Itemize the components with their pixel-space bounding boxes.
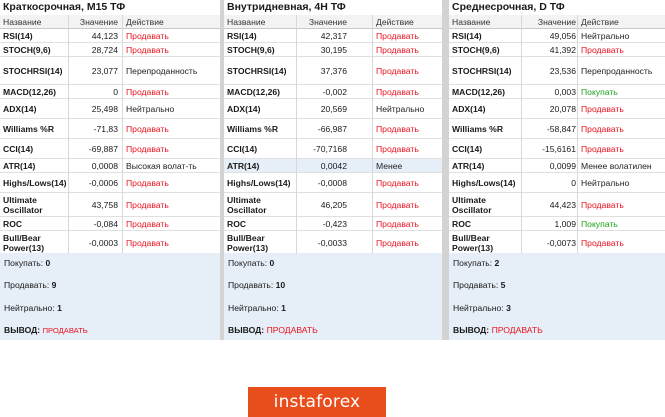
header-name: Название xyxy=(452,16,491,27)
indicator-action: Покупать xyxy=(581,86,618,97)
table-row xyxy=(449,57,665,85)
indicator-action: Продавать xyxy=(126,199,169,210)
indicator-action: Высокая волат-ть xyxy=(126,160,197,171)
indicator-value: 0,0042 xyxy=(320,160,347,171)
indicator-name: MACD(12,26) xyxy=(452,86,506,97)
table-row xyxy=(0,217,220,231)
indicator-action: Продавать xyxy=(376,30,419,41)
indicator-name: ADX(14) xyxy=(452,103,486,114)
indicator-name: CCI(14) xyxy=(3,143,34,154)
indicator-table xyxy=(449,15,665,255)
indicator-action: Нейтрально xyxy=(581,177,630,188)
indicator-name: Highs/Lows(14) xyxy=(452,177,516,188)
table-header-row xyxy=(224,15,442,29)
panel-divider xyxy=(442,0,449,340)
indicator-action: Продавать xyxy=(126,237,169,248)
neutral-count xyxy=(228,303,286,313)
indicator-action: Продавать xyxy=(376,218,419,229)
table-row xyxy=(224,173,442,193)
indicator-value: -0,423 xyxy=(322,218,347,229)
indicator-name: ROC xyxy=(227,218,247,229)
table-row xyxy=(449,85,665,99)
indicator-value: 49,056 xyxy=(549,30,576,41)
indicator-value: -71,83 xyxy=(93,123,118,134)
table-row xyxy=(449,173,665,193)
panel-title: Внутридневная, 4H ТФ xyxy=(224,0,442,16)
table-row xyxy=(449,43,665,57)
sell-count xyxy=(4,280,56,290)
indicator-name: RSI(14) xyxy=(452,30,482,41)
indicator-table xyxy=(224,15,442,255)
indicator-action: Продавать xyxy=(581,143,624,154)
indicator-action: Продавать xyxy=(581,123,624,134)
indicator-value: 37,376 xyxy=(320,65,347,76)
verdict-label: ВЫВОД: xyxy=(453,325,490,335)
table-row xyxy=(0,231,220,255)
buy-count-value: 0 xyxy=(269,258,275,268)
table-row xyxy=(0,57,220,85)
indicator-name: MACD(12,26) xyxy=(227,86,281,97)
header-value: Значение xyxy=(537,16,576,27)
indicator-value: 43,758 xyxy=(91,199,118,210)
table-row xyxy=(224,231,442,255)
indicator-value: -0,0003 xyxy=(88,237,118,248)
indicator-action: Перепроданность xyxy=(581,65,653,76)
verdict xyxy=(228,325,318,335)
indicator-name: ADX(14) xyxy=(227,103,261,114)
sell-count-value: 9 xyxy=(51,280,57,290)
column-divider xyxy=(68,15,69,253)
indicator-name: Williams %R xyxy=(227,123,279,134)
neutral-count xyxy=(453,303,511,313)
indicator-action: Покупать xyxy=(581,218,618,229)
indicator-value: 44,123 xyxy=(91,30,118,41)
table-row xyxy=(224,159,442,173)
indicator-action: Продавать xyxy=(126,143,169,154)
indicator-value: 20,569 xyxy=(320,103,347,114)
table-header-row xyxy=(0,15,220,29)
indicator-value: -58,847 xyxy=(546,123,576,134)
sell-count xyxy=(453,280,505,290)
indicator-value: 0 xyxy=(571,177,576,188)
indicator-name: STOCHRSI(14) xyxy=(3,65,63,76)
indicator-value: 28,724 xyxy=(91,44,118,55)
indicator-action: Продавать xyxy=(376,86,419,97)
sell-count-label: Продавать: xyxy=(228,280,274,290)
buy-count-value: 2 xyxy=(494,258,500,268)
buy-count-label: Покупать: xyxy=(453,258,493,268)
verdict-value: ПРОДАВАТЬ xyxy=(42,326,88,335)
indicator-action: Продавать xyxy=(376,177,419,188)
indicator-name: CCI(14) xyxy=(452,143,483,154)
indicator-action: Перепроданность xyxy=(126,65,198,76)
verdict xyxy=(453,325,543,335)
indicator-name: ATR(14) xyxy=(227,160,260,171)
indicator-name: ROC xyxy=(452,218,472,229)
indicator-name: Ultimate Oscillator xyxy=(3,194,43,215)
indicator-name: Highs/Lows(14) xyxy=(227,177,291,188)
indicator-value: 23,077 xyxy=(91,65,118,76)
column-divider xyxy=(122,15,123,253)
indicator-name: ROC xyxy=(3,218,23,229)
indicator-name: ADX(14) xyxy=(3,103,37,114)
column-divider xyxy=(296,15,297,253)
table-row xyxy=(0,159,220,173)
indicator-action: Продавать xyxy=(126,123,169,134)
column-divider xyxy=(372,15,373,253)
indicator-value: -0,0073 xyxy=(546,237,576,248)
indicator-action: Продавать xyxy=(126,218,169,229)
verdict-value: ПРОДАВАТЬ xyxy=(491,325,543,335)
indicator-table xyxy=(0,15,220,255)
indicator-value: 30,195 xyxy=(320,44,347,55)
indicator-name: MACD(12,26) xyxy=(3,86,57,97)
indicator-action: Продавать xyxy=(581,237,624,248)
indicator-action: Менее волатилен xyxy=(581,160,652,171)
table-row xyxy=(224,193,442,217)
indicator-value: 42,317 xyxy=(320,30,347,41)
indicator-name: Bull/Bear Power(13) xyxy=(227,232,269,253)
sell-count xyxy=(228,280,285,290)
table-row xyxy=(0,85,220,99)
table-row xyxy=(0,99,220,119)
indicator-value: -0,0033 xyxy=(317,237,347,248)
header-value: Значение xyxy=(308,16,347,27)
table-row xyxy=(449,217,665,231)
indicator-action: Продавать xyxy=(126,86,169,97)
verdict xyxy=(4,325,88,335)
table-row xyxy=(0,173,220,193)
table-row xyxy=(0,43,220,57)
header-name: Название xyxy=(227,16,266,27)
indicator-action: Продавать xyxy=(126,30,169,41)
header-name: Название xyxy=(3,16,42,27)
buy-count-value: 0 xyxy=(45,258,51,268)
indicator-value: 0,0008 xyxy=(91,160,118,171)
table-row xyxy=(224,139,442,159)
indicator-value: 0 xyxy=(113,86,118,97)
indicator-value: -0,084 xyxy=(93,218,118,229)
indicator-value: 0,003 xyxy=(554,86,576,97)
buy-count xyxy=(4,258,50,268)
indicator-value: -70,7168 xyxy=(313,143,347,154)
indicator-action: Продавать xyxy=(126,177,169,188)
neutral-count-label: Нейтрально: xyxy=(453,303,504,313)
buy-count-label: Покупать: xyxy=(228,258,268,268)
table-row xyxy=(449,29,665,43)
table-row xyxy=(449,119,665,139)
sell-count-label: Продавать: xyxy=(4,280,50,290)
sell-count-value: 5 xyxy=(500,280,506,290)
table-row xyxy=(224,119,442,139)
table-row xyxy=(449,193,665,217)
table-row xyxy=(0,139,220,159)
indicator-value: 25,498 xyxy=(91,103,118,114)
instaforex-logo xyxy=(248,387,386,417)
table-row xyxy=(224,43,442,57)
indicator-action: Продавать xyxy=(376,143,419,154)
table-row xyxy=(224,217,442,231)
indicator-action: Продавать xyxy=(581,103,624,114)
indicator-action: Продавать xyxy=(376,199,419,210)
indicator-value: -69,887 xyxy=(88,143,118,154)
table-row xyxy=(0,193,220,217)
verdict-label: ВЫВОД: xyxy=(4,325,41,335)
table-row xyxy=(224,85,442,99)
indicator-action: Нейтрально xyxy=(376,103,425,114)
column-divider xyxy=(577,15,578,253)
indicator-panel xyxy=(449,0,665,340)
indicator-action: Продавать xyxy=(376,65,419,76)
indicator-value: 44,423 xyxy=(549,199,576,210)
indicator-value: -0,0008 xyxy=(317,177,347,188)
panel-title: Среднесрочная, D ТФ xyxy=(449,0,665,16)
indicator-name: STOCH(9,6) xyxy=(227,44,275,55)
indicator-name: RSI(14) xyxy=(227,30,257,41)
indicator-action: Продавать xyxy=(581,44,624,55)
indicator-name: STOCH(9,6) xyxy=(452,44,500,55)
indicator-name: Bull/Bear Power(13) xyxy=(452,232,494,253)
header-value: Значение xyxy=(79,16,118,27)
indicator-value: 0,0099 xyxy=(549,160,576,171)
indicator-value: -0,002 xyxy=(322,86,347,97)
buy-count xyxy=(453,258,499,268)
signal-summary xyxy=(449,253,665,340)
signal-summary xyxy=(224,253,442,340)
indicator-name: Ultimate Oscillator xyxy=(227,194,267,215)
sell-count-label: Продавать: xyxy=(453,280,499,290)
buy-count xyxy=(228,258,274,268)
neutral-count xyxy=(4,303,62,313)
indicator-value: 23,536 xyxy=(549,65,576,76)
indicator-value: 20,078 xyxy=(549,103,576,114)
indicator-name: STOCHRSI(14) xyxy=(227,65,287,76)
column-divider xyxy=(521,15,522,253)
signal-summary xyxy=(0,253,220,340)
indicator-value: 41,392 xyxy=(549,44,576,55)
indicator-name: Highs/Lows(14) xyxy=(3,177,67,188)
logo-text: instaforex xyxy=(273,392,361,412)
indicator-action: Продавать xyxy=(376,237,419,248)
sell-count-value: 10 xyxy=(275,280,286,290)
indicator-action: Продавать xyxy=(376,123,419,134)
neutral-count-label: Нейтрально: xyxy=(228,303,279,313)
indicator-name: ATR(14) xyxy=(452,160,485,171)
header-action: Действие xyxy=(376,16,414,27)
panel-title: Краткосрочная, M15 ТФ xyxy=(0,0,220,16)
indicator-panel xyxy=(0,0,220,340)
table-row xyxy=(224,29,442,43)
table-row xyxy=(449,99,665,119)
indicator-name: STOCHRSI(14) xyxy=(452,65,512,76)
indicator-name: Williams %R xyxy=(452,123,504,134)
table-row xyxy=(449,231,665,255)
indicator-name: RSI(14) xyxy=(3,30,33,41)
neutral-count-label: Нейтрально: xyxy=(4,303,55,313)
indicator-value: -0,0006 xyxy=(88,177,118,188)
indicator-action: Продавать xyxy=(376,44,419,55)
indicator-action: Менее xyxy=(376,160,403,171)
indicator-action: Продавать xyxy=(126,44,169,55)
indicator-name: STOCH(9,6) xyxy=(3,44,51,55)
table-row xyxy=(224,99,442,119)
header-action: Действие xyxy=(126,16,164,27)
neutral-count-value: 1 xyxy=(57,303,62,313)
indicator-value: 1,009 xyxy=(554,218,576,229)
indicator-value: -15,6161 xyxy=(542,143,576,154)
header-action: Действие xyxy=(581,16,619,27)
verdict-label: ВЫВОД: xyxy=(228,325,265,335)
indicator-panel xyxy=(224,0,442,340)
indicator-value: 46,205 xyxy=(320,199,347,210)
indicator-name: ATR(14) xyxy=(3,160,36,171)
table-header-row xyxy=(449,15,665,29)
table-row xyxy=(449,139,665,159)
indicator-name: Ultimate Oscillator xyxy=(452,194,492,215)
verdict-value: ПРОДАВАТЬ xyxy=(266,325,318,335)
buy-count-label: Покупать: xyxy=(4,258,44,268)
indicator-name: Bull/Bear Power(13) xyxy=(3,232,45,253)
table-row xyxy=(449,159,665,173)
indicator-value: -66,987 xyxy=(317,123,347,134)
indicator-action: Нейтрально xyxy=(126,103,175,114)
indicator-name: CCI(14) xyxy=(227,143,258,154)
neutral-count-value: 1 xyxy=(281,303,286,313)
neutral-count-value: 3 xyxy=(506,303,511,313)
indicator-name: Williams %R xyxy=(3,123,55,134)
table-row xyxy=(224,57,442,85)
table-row xyxy=(0,119,220,139)
indicator-action: Продавать xyxy=(581,199,624,210)
indicator-action: Нейтрально xyxy=(581,30,630,41)
table-row xyxy=(0,29,220,43)
